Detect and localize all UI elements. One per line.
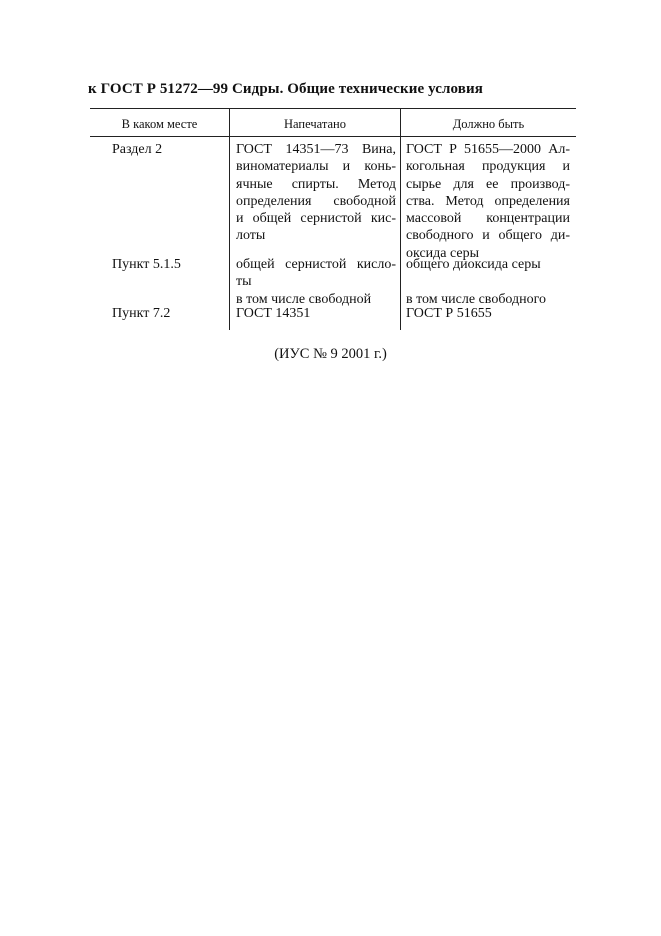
row-3-should-be: ГОСТ Р 51655 bbox=[406, 306, 492, 321]
column-divider-2 bbox=[400, 108, 401, 330]
column-divider-1 bbox=[229, 108, 230, 330]
header-printed: Напечатано bbox=[284, 117, 346, 131]
should-be-line: свободного и общего ди- bbox=[406, 228, 570, 244]
source-reference: (ИУС № 9 2001 г.) bbox=[274, 346, 387, 362]
row-2-printed bbox=[236, 256, 396, 308]
should-be-line bbox=[406, 273, 570, 290]
should-be-line: когольная продукция и bbox=[406, 159, 570, 175]
printed-line: в том числе свободной bbox=[236, 291, 372, 307]
document-title: к ГОСТ Р 51272—99 Сидры. Общие технические условия bbox=[88, 81, 483, 97]
printed-line: ты bbox=[236, 274, 252, 290]
row-2-place: Пункт 5.1.5 bbox=[112, 257, 181, 272]
should-be-line: оксида серы bbox=[406, 245, 480, 261]
erratum-table bbox=[90, 108, 576, 330]
printed-line: ГОСТ 14351—73 Вина, bbox=[236, 142, 396, 157]
should-be-line: ГОСТ Р 51655—2000 Ал- bbox=[406, 142, 570, 157]
row-3-printed: ГОСТ 14351 bbox=[236, 306, 311, 321]
printed-line: общей сернистой кисло- bbox=[236, 257, 396, 272]
should-be-line: общего диоксида серы bbox=[406, 257, 541, 272]
table-header-rule bbox=[90, 136, 576, 137]
printed-line: определения свободной bbox=[236, 193, 396, 209]
should-be-line: массовой концентрации bbox=[406, 211, 570, 227]
printed-line: виноматериалы и конь- bbox=[236, 159, 396, 175]
should-be-line: сырье для ее производ- bbox=[406, 176, 570, 192]
should-be-line: ства. Метод определения bbox=[406, 193, 570, 209]
header-should-be: Должно быть bbox=[452, 117, 525, 131]
row-1-place: Раздел 2 bbox=[112, 142, 163, 157]
header-place: В каком месте bbox=[121, 117, 198, 131]
row-1-printed bbox=[236, 141, 396, 245]
row-2-should-be bbox=[406, 256, 570, 308]
printed-line: и общей сернистой кис- bbox=[236, 211, 396, 227]
row-1-should-be bbox=[406, 141, 570, 262]
table-top-rule bbox=[90, 108, 576, 109]
printed-line: ячные спирты. Метод bbox=[236, 176, 396, 192]
row-3-place: Пункт 7.2 bbox=[112, 306, 171, 321]
should-be-line: в том числе свободного bbox=[406, 291, 547, 307]
printed-line: лоты bbox=[236, 228, 266, 244]
